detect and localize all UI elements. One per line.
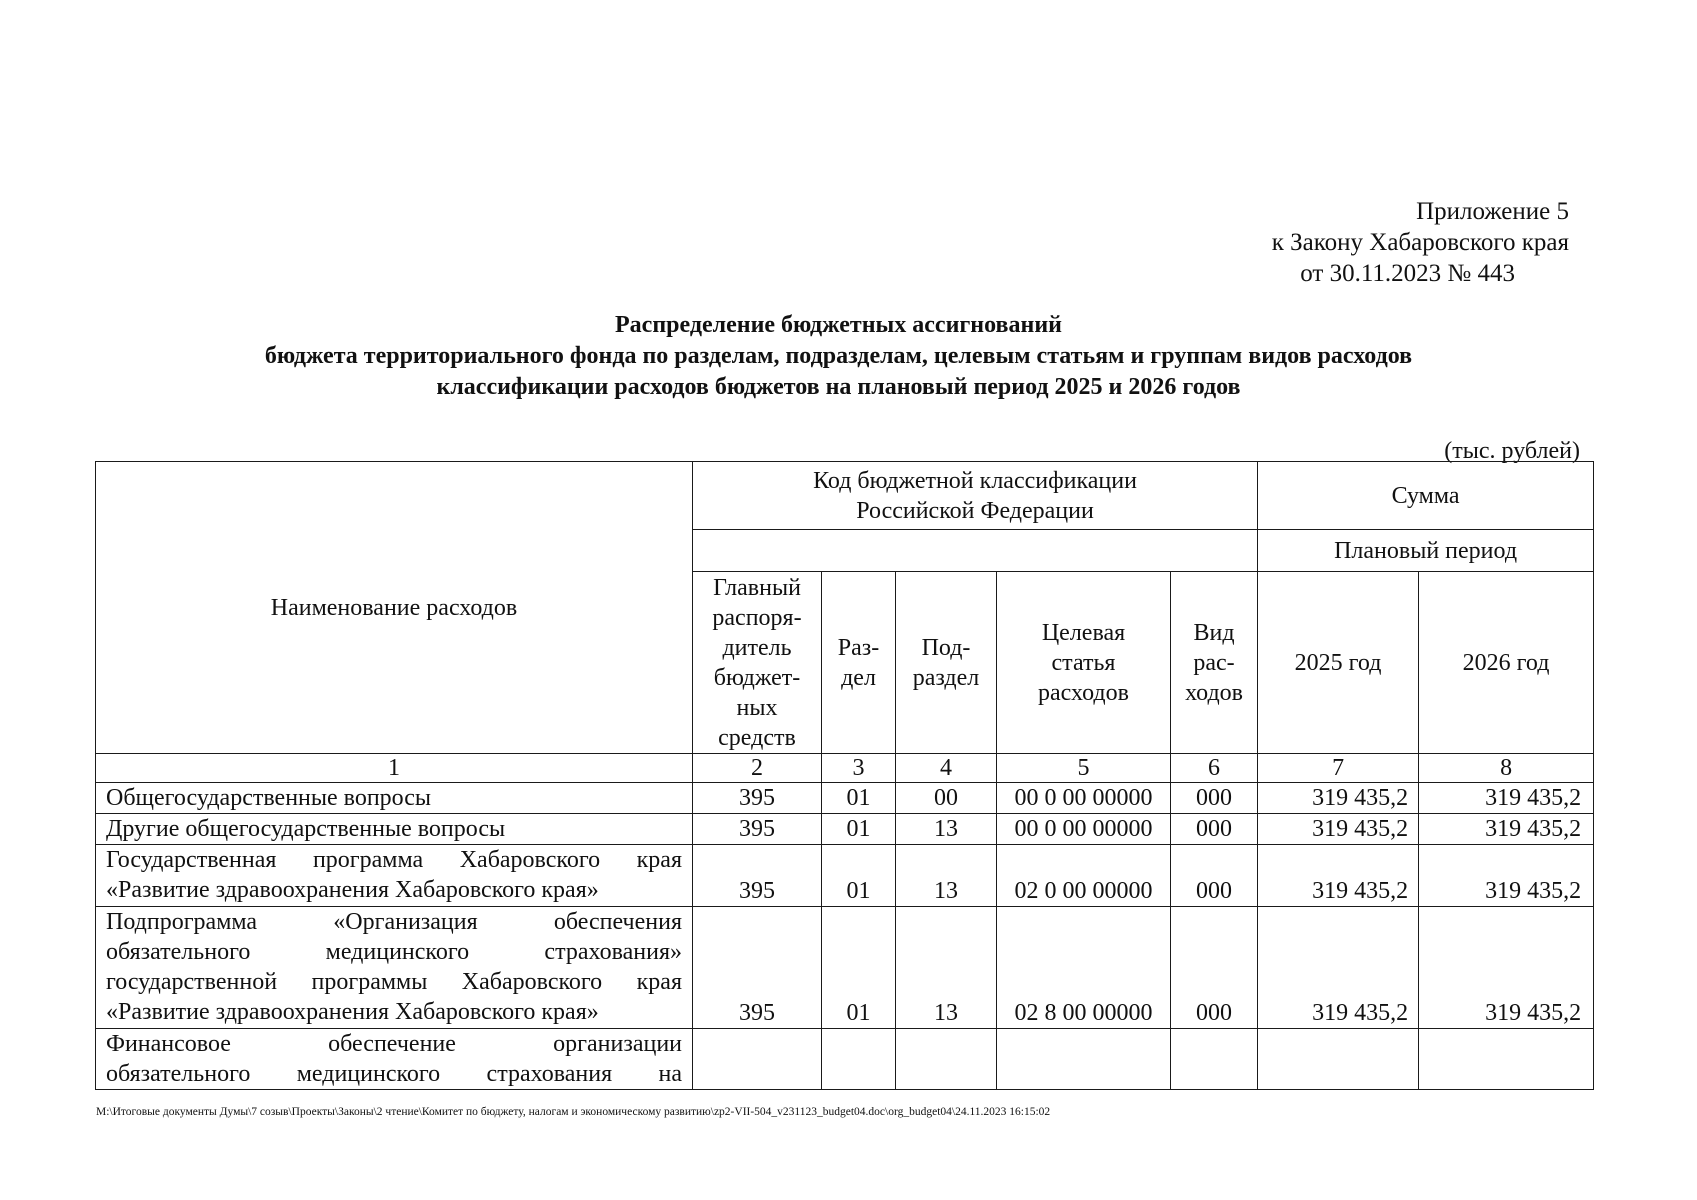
row-kind: 000 [1171,845,1258,907]
row-kind: 000 [1171,907,1258,1029]
row-section: 01 [822,783,896,814]
row-section [822,1029,896,1090]
row-name-line: обязательного медицинского страхования на [106,1061,682,1087]
row-kind [1171,1029,1258,1090]
row-name-line: государственной программы Хабаровского края [106,969,682,995]
row-section: 01 [822,907,896,1029]
row-name [96,845,693,907]
row-2025 [1258,1029,1419,1090]
header-kind-text: Вид рас-ходов [1185,619,1243,706]
row-2026: 319 435,2 [1419,907,1594,1029]
row-grbs: 395 [693,907,822,1029]
row-subsection [896,1029,997,1090]
header-kind [1171,572,1258,754]
appendix-law: к Закону Хабаровского края [1271,229,1569,256]
units-label: (тыс. рублей) [1444,438,1580,464]
title-line-1: Распределение бюджетных ассигнований [615,312,1062,338]
row-name: Другие общегосударственные вопросы [96,814,693,845]
row-2026: 319 435,2 [1419,814,1594,845]
row-target: 02 0 00 00000 [997,845,1171,907]
row-subsection: 13 [896,814,997,845]
row-section: 01 [822,814,896,845]
row-name-line: «Развитие здравоохранения Хабаровского края» [106,999,599,1025]
row-name [96,1029,693,1090]
row-target: 02 8 00 00000 [997,907,1171,1029]
table-row [96,814,1594,845]
row-grbs: 395 [693,845,822,907]
row-2026: 319 435,2 [1419,783,1594,814]
file-path-footer: M:\Итоговые документы Думы\7 созыв\Проекты\Законы\2 чтение\Комитет по бюджету, налогам и экономическому развитию\zp2-VII-504_v231123_budget04.doc\org_budget04\24.11.2023 16:15:02 [96,1106,1051,1118]
row-grbs: 395 [693,814,822,845]
title-line-2: бюджета территориального фонда по разделам, подразделам, целевым статьям и группам видов расходов [264,343,1413,369]
row-target: 00 0 00 00000 [997,814,1171,845]
row-subsection: 13 [896,845,997,907]
row-section: 01 [822,845,896,907]
row-name-line: обязательного медицинского страхования» [106,939,682,965]
row-2026 [1419,1029,1594,1090]
column-number: 2 [693,754,822,783]
header-grbs-text: Главный распоря-дитель бюджет-ных средств [712,574,802,751]
column-number: 4 [896,754,997,783]
appendix-block [1272,196,1569,289]
row-name-line: Финансовое обеспечение организации [106,1031,682,1057]
header-planned-period: Плановый период [1258,530,1594,572]
row-name-line: Государственная программа Хабаровского края [106,847,682,873]
row-2025: 319 435,2 [1258,907,1419,1029]
header-2025: 2025 год [1258,572,1419,754]
appendix-number: Приложение 5 [1416,198,1569,225]
header-subsection [896,572,997,754]
table-row [96,907,1594,1029]
row-subsection: 13 [896,907,997,1029]
budget-table [95,461,1594,1090]
table-row [96,845,1594,907]
row-grbs: 395 [693,783,822,814]
header-grbs [693,572,822,754]
row-2025: 319 435,2 [1258,814,1419,845]
header-subsection-text: Под-раздел [912,634,980,691]
row-2026: 319 435,2 [1419,845,1594,907]
header-section [822,572,896,754]
row-grbs [693,1029,822,1090]
table-row [96,1029,1594,1090]
title-line-3: классификации расходов бюджетов на плановый период 2025 и 2026 годов [436,374,1241,400]
column-number: 7 [1258,754,1419,783]
header-name: Наименование расходов [96,462,693,754]
header-2026: 2026 год [1419,572,1594,754]
table-row [96,783,1594,814]
column-number-row [96,754,1594,783]
row-2025: 319 435,2 [1258,845,1419,907]
row-kind: 000 [1171,814,1258,845]
row-target: 00 0 00 00000 [997,783,1171,814]
column-number: 1 [96,754,693,783]
appendix-date: от 30.11.2023 № 443 [1300,260,1515,287]
row-subsection: 00 [896,783,997,814]
header-target-text: Целевая статья расходов [1038,619,1129,706]
row-name-line: Подпрограмма «Организация обеспечения [106,909,682,935]
row-name-line: «Развитие здравоохранения Хабаровского края» [106,877,599,903]
document-title [0,310,1697,403]
header-target [997,572,1171,754]
row-target [997,1029,1171,1090]
row-kind: 000 [1171,783,1258,814]
header-section-text: Раз-дел [837,634,880,691]
column-number: 8 [1419,754,1594,783]
header-code-group-text: Код бюджетной классификации Российской Федерации [813,467,1137,524]
header-sum: Сумма [1258,462,1594,530]
row-name [96,907,693,1029]
column-number: 6 [1171,754,1258,783]
column-number: 3 [822,754,896,783]
header-code-group [693,462,1258,530]
column-number: 5 [997,754,1171,783]
header-code-group-spacer [693,530,1258,572]
row-2025: 319 435,2 [1258,783,1419,814]
row-name: Общегосударственные вопросы [96,783,693,814]
